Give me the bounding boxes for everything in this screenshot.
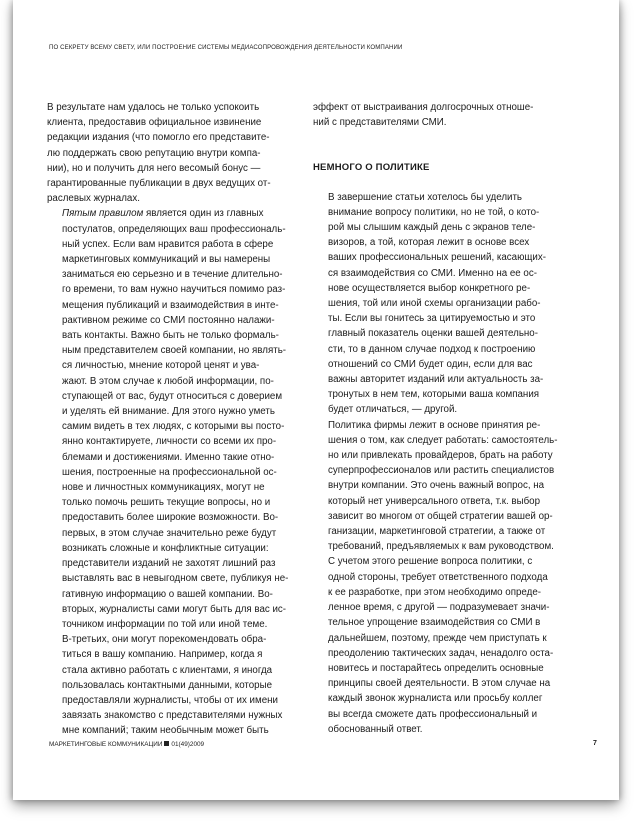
text-line: дальнейшем, поэтому, прежде чем приступать к	[328, 632, 547, 644]
running-head: ПО СЕКРЕТУ ВСЕМУ СВЕТУ, ИЛИ ПОСТРОЕНИЕ СИСТЕМЫ МЕДИАСОПРОВОЖДЕНИЯ ДЕЯТЕЛЬНОСТИ КОМПАНИИ	[49, 44, 403, 51]
text-line: В-третьих, они могут порекомендовать обра-	[62, 634, 267, 646]
text-line: шения, той или иной схемы организации рабо-	[328, 298, 541, 310]
text-line: В результате нам удалось не только успокоить	[47, 102, 260, 113]
text-line: к ее разработке, при этом необходимо опреде-	[328, 586, 541, 598]
text-line: новитесь и постарайтесь определить основные	[328, 662, 544, 674]
text-line: Политика фирмы лежит в основе принятия ре-	[328, 419, 541, 431]
paragraph-result	[47, 100, 309, 206]
text-line: внутри компании. Это очень важный вопрос, на	[328, 480, 545, 492]
paragraph-politics-intro	[313, 190, 573, 418]
text-line: ным представителем своей компании, но являть-	[62, 345, 287, 357]
text-line: заниматься ею серьезно и в течение длительно-	[62, 269, 283, 281]
text-line: нии), но и получить для него весомый бонус —	[47, 162, 261, 174]
text-line: янно контактируете, личности со всеми их про-	[62, 436, 277, 448]
text-line: ты. Если вы гонитесь за цитируемостью и это	[328, 313, 536, 325]
text-line: вать контакты. Важно быть не только формаль-	[62, 330, 279, 342]
text-line: мещения публикаций и взаимодействия в инте-	[62, 299, 279, 311]
text-line: точником информации по той или иной теме.	[62, 618, 268, 630]
text-line: ступающей от вас, будут относиться с доверием	[62, 390, 283, 402]
footer-journal	[49, 741, 204, 748]
text-line: го времени, то вам нужно научиться помимо раз-	[62, 284, 286, 296]
text-line: зависит во многом от общей стратегии вашей ор-	[328, 510, 553, 522]
text-line: ся личностью, мнение которой ценят и ува-	[62, 360, 260, 372]
text-line: выставлять вас в невыгодном свете, публикуя не-	[62, 573, 289, 585]
text-line: нове и личностных коммуникациях, могут не	[62, 482, 265, 494]
text-line: требований, предъявляемых к вам руководством.	[328, 541, 554, 553]
text-line: шения о том, как следует работать: самостоятель-	[328, 434, 558, 446]
text-line: представители изданий не захотят лишний раз	[62, 558, 276, 570]
text-line: преодолению тактических задач, ненадолго оста-	[328, 647, 554, 659]
fifth-rule-first-line: является один из главных	[143, 208, 264, 220]
text-line: жают. В этом случае к любой информации, по-	[62, 375, 274, 387]
left-column	[47, 100, 309, 739]
text-line: титься в вашу компанию. Например, когда я	[62, 649, 263, 661]
text-line: внимание вопросу политики, но не той, о кото-	[328, 206, 540, 218]
text-line: шения, построенные на профессиональной ос-	[62, 466, 277, 478]
text-line: одной стороны, требует ответственного подхода	[328, 571, 548, 583]
text-line: и уделять ей внимание. Для этого нужно уметь	[62, 406, 275, 418]
text-line: ся взаимодействия со СМИ. Именно на ее ос-	[328, 267, 537, 279]
text-line: блемами и достижениями. Именно такие отно-	[62, 451, 275, 463]
text-line: рой мы слышим каждый день с экранов теле-	[328, 222, 536, 234]
text-line: суперпрофессионалов или растить специалистов	[328, 465, 555, 477]
text-line: ный успех. Если вам нравится работа в сфере	[62, 238, 274, 250]
text-line: клиента, предоставив официальное извинение	[47, 117, 262, 129]
text-line: первых, в этом случае значительно реже будут	[62, 527, 277, 539]
text-line: важны авторитет изданий или актуальность за-	[328, 374, 544, 386]
text-line: ний с представителями СМИ.	[313, 117, 447, 129]
text-line: мне компаний; таким необычным может быть	[62, 725, 269, 737]
square-bullet-icon	[164, 741, 169, 746]
text-line: но или привлекать провайдеров, брать на работу	[328, 450, 553, 462]
text-line: только помочь решить текущие вопросы, но и	[62, 497, 271, 509]
text-line: сти, то в данном случае подход к построению	[328, 343, 536, 355]
text-line: ганизации, маркетинговой стратегии, а также от	[328, 526, 546, 538]
text-line: каждый звонок журналиста или просьбу коллег	[328, 693, 543, 705]
text-line: вы всегда сможете дать профессиональный и	[328, 708, 538, 720]
journal-name: МАРКЕТИНГОВЫЕ КОММУНИКАЦИИ	[49, 741, 163, 748]
text-line: отношений со СМИ будет один, если для вас	[328, 358, 533, 370]
text-line: завязать знакомство с представителями нужных	[62, 710, 283, 722]
text-line: визоров, а той, которая лежит в основе всех	[328, 237, 530, 249]
magazine-page	[13, 0, 619, 800]
text-line: нове осуществляется выбор конкретного ре-	[328, 282, 531, 294]
text-line: тельное упрощение взаимодействия со СМИ в	[328, 617, 541, 629]
text-line: главный показатель оценки вашей деятельно-	[328, 328, 538, 340]
text-line: который нет универсального ответа, т.к. выбор	[328, 495, 541, 507]
paragraph-fifth-rule	[47, 206, 309, 738]
text-line: рактивном режиме со СМИ постоянно налажи-	[62, 314, 275, 326]
text-line: предоставить более широкие возможности. Во-	[62, 512, 279, 524]
text-line: постулатов, определяющих ваш профессиональ-	[62, 223, 286, 235]
text-line: пользовалась контактными данными, которые	[62, 679, 273, 691]
paragraph-continuation	[313, 100, 573, 130]
text-line: лю поддержать свою репутацию внутри компа-	[47, 147, 261, 159]
text-line: возникать сложные и конфликтные ситуации:	[62, 542, 269, 554]
text-line: тронутых в нем тем, которыми ваша компания	[328, 389, 540, 401]
text-line: редакции издания (что помогло его представите-	[47, 132, 270, 144]
text-line: маркетинговых коммуникаций и вы намерены	[62, 254, 271, 266]
text-line: обоснованный ответ.	[328, 723, 423, 735]
text-line: гативную информацию о вашей компании. Во-	[62, 588, 273, 600]
text-line: С учетом этого решение вопроса политики, с	[328, 556, 533, 568]
text-line: гарантированные публикации в двух ведущих от-	[47, 178, 271, 190]
text-line: ваших профессиональных решений, касающих-	[328, 252, 546, 264]
text-line: вторых, журналисты сами могут быть для вас ис-	[62, 603, 287, 615]
text-line: будет отличаться, — другой.	[328, 404, 458, 416]
text-line: раслевых журналах.	[47, 193, 140, 205]
issue-number: 01(49)2009	[171, 741, 205, 748]
text-line: В завершение статьи хотелось бы уделить	[328, 191, 523, 203]
emphasis-fifth-rule: Пятым правилом	[62, 208, 144, 220]
section-gap	[313, 130, 573, 160]
paragraph-company-policy	[313, 418, 573, 737]
text-line: стала активно работать с клиентами, я иногда	[62, 664, 273, 676]
right-column	[313, 100, 573, 737]
text-line: ленное время, с другой — подразумевает значи-	[328, 602, 550, 614]
page-number: 7	[593, 740, 597, 747]
text-line: самим видеть в тех людях, с которыми вы посто-	[62, 421, 285, 433]
section-heading: НЕМНОГО О ПОЛИТИКЕ	[313, 162, 430, 174]
text-line: эффект от выстраивания долгосрочных отноше-	[313, 102, 534, 113]
text-line: предоставляли журналисты, чтобы от их имени	[62, 694, 278, 706]
text-line: принципы своей деятельности. В этом случае на	[328, 678, 551, 690]
